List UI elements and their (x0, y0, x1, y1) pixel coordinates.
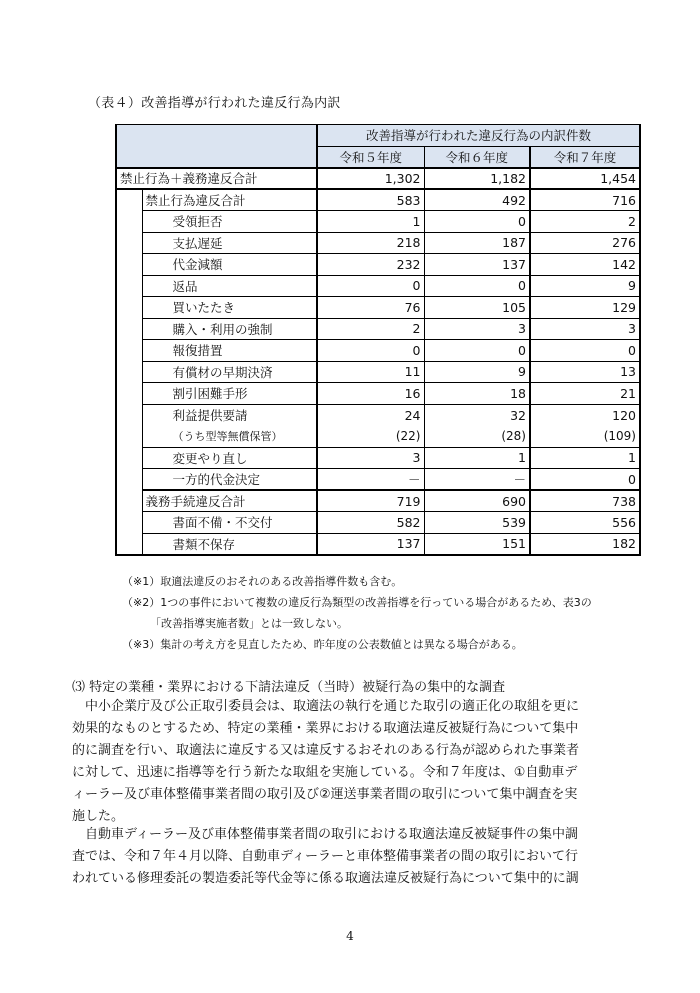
indent-cell (116, 533, 142, 555)
table-row (116, 297, 640, 319)
paragraph-2 (72, 824, 632, 890)
table-notes (122, 571, 592, 655)
cell-value: 0 (530, 469, 640, 491)
table-caption: （表４）改善指導が行われた違反行為内訳 (88, 96, 341, 111)
header-blank-cell (116, 125, 317, 168)
table-row (116, 318, 640, 340)
cell-value: 218 (317, 232, 424, 254)
row-label: 禁止行為＋義務違反合計 (116, 168, 317, 190)
text-line: われている修理委託の製造委託等代金等に係る取適法違反被疑行為について集中的に調 (72, 871, 579, 886)
row-label: 割引困難手形 (142, 383, 317, 405)
row-sub-label: （うち型等無償保管） (142, 426, 317, 448)
table-row-procedural-total (116, 490, 640, 512)
year-header: 令和７年度 (530, 146, 640, 168)
cell-value: 182 (530, 533, 640, 555)
text-line: 効果的なものとするため、特定の業種・業界における取適法違反被疑行為について集中 (72, 721, 579, 736)
cell-value: 0 (424, 211, 530, 233)
table-row (116, 254, 640, 276)
table-row-benefit (116, 404, 640, 426)
cell-value: 3 (317, 447, 424, 469)
table-row-benefit-sub (116, 426, 640, 448)
cell-value: 16 (317, 383, 424, 405)
cell-value: 232 (317, 254, 424, 276)
table-row (116, 469, 640, 491)
row-label: 報復措置 (142, 340, 317, 362)
cell-value: 738 (530, 490, 640, 512)
cell-value: 137 (317, 533, 424, 555)
cell-value: 13 (530, 361, 640, 383)
note-1: （※1）取適法違反のおそれのある改善指導件数も含む。 (122, 575, 403, 588)
cell-value: 719 (317, 490, 424, 512)
cell-value: － (424, 469, 530, 491)
table-row-prohibited-total (116, 189, 640, 211)
cell-value: 3 (530, 318, 640, 340)
row-label: 義務手続違反合計 (142, 490, 317, 512)
row-label: 禁止行為違反合計 (142, 189, 317, 211)
cell-value: 716 (530, 189, 640, 211)
cell-value: 0 (317, 340, 424, 362)
text-line: 自動車ディーラー及び車体整備事業者間の取引における取適法違反被疑事件の集中調 (72, 827, 578, 842)
table-row (116, 512, 640, 534)
text-line: ィーラー及び車体整備事業者間の取引及び②運送事業者間の取引について集中調査を実 (72, 787, 578, 802)
row-label: 受領拒否 (142, 211, 317, 233)
note-2: （※2）1つの事件において複数の違反行為類型の改善指導を行っている場合があるため、表3の (122, 596, 592, 609)
row-label: 一方的代金決定 (142, 469, 317, 491)
cell-value: 142 (530, 254, 640, 276)
cell-value: 582 (317, 512, 424, 534)
cell-value: 1 (424, 447, 530, 469)
cell-value: 2 (317, 318, 424, 340)
cell-value: 583 (317, 189, 424, 211)
cell-value: 0 (424, 340, 530, 362)
row-label: 利益提供要請 (142, 404, 317, 426)
cell-value: 9 (424, 361, 530, 383)
paragraph-1 (72, 696, 632, 828)
cell-value: 0 (317, 275, 424, 297)
note-3: （※3）集計の考え方を見直したため、昨年度の公表数値とは異なる場合がある。 (122, 638, 523, 651)
row-label: 買いたたき (142, 297, 317, 319)
table-header-row-1 (116, 125, 640, 147)
cell-value: 120 (530, 404, 640, 426)
cell-value: 76 (317, 297, 424, 319)
section-heading: ⑶ 特定の業種・業界における下請法違反（当時）被疑行為の集中的な調査 (72, 680, 506, 695)
row-label: 有償材の早期決済 (142, 361, 317, 383)
page-number: 4 (346, 929, 354, 943)
violations-table (115, 124, 641, 556)
table-row (116, 232, 640, 254)
text-line: 的に調査を行い、取適法に違反する又は違反するおそれのある行為が認められた事業者 (72, 743, 580, 758)
header-group: 改善指導が行われた違反行為の内訳件数 (317, 125, 640, 147)
row-label: 支払遅延 (142, 232, 317, 254)
row-label: 変更やり直し (142, 447, 317, 469)
cell-value: 24 (317, 404, 424, 426)
note-2-continued: 「改善指導実施者数」とは一致しない。 (150, 617, 348, 630)
cell-value: 0 (530, 340, 640, 362)
cell-value: 3 (424, 318, 530, 340)
cell-value: 32 (424, 404, 530, 426)
table-row (116, 447, 640, 469)
table-row-total (116, 168, 640, 190)
table-row (116, 533, 640, 555)
cell-value: 276 (530, 232, 640, 254)
cell-value: 492 (424, 189, 530, 211)
cell-sub-value: (22) (317, 426, 424, 448)
year-header: 令和５年度 (317, 146, 424, 168)
cell-value: 539 (424, 512, 530, 534)
cell-value: 9 (530, 275, 640, 297)
cell-sub-value: (109) (530, 426, 640, 448)
cell-value: 18 (424, 383, 530, 405)
cell-value: 690 (424, 490, 530, 512)
table-row (116, 275, 640, 297)
text-line: 査では、令和７年４月以降、自動車ディーラーと車体整備事業者の間の取引において行 (72, 849, 578, 864)
cell-value: 556 (530, 512, 640, 534)
cell-value: 137 (424, 254, 530, 276)
cell-value: 0 (424, 275, 530, 297)
table-row (116, 383, 640, 405)
cell-value: 1 (317, 211, 424, 233)
cell-value: 1,454 (530, 168, 640, 190)
row-label: 購入・利用の強制 (142, 318, 317, 340)
text-line: に対して、迅速に指導等を行う新たな取組を実施している。令和７年度は、①自動車デ (72, 765, 578, 780)
cell-sub-value: (28) (424, 426, 530, 448)
row-label: 返品 (142, 275, 317, 297)
cell-value: 105 (424, 297, 530, 319)
cell-value: 21 (530, 383, 640, 405)
cell-value: 129 (530, 297, 640, 319)
indent-cell (116, 189, 142, 533)
table-row (116, 211, 640, 233)
row-label: 書面不備・不交付 (142, 512, 317, 534)
table-row (116, 361, 640, 383)
cell-value: 2 (530, 211, 640, 233)
cell-value: 1 (530, 447, 640, 469)
cell-value: 1,182 (424, 168, 530, 190)
cell-value: 151 (424, 533, 530, 555)
row-label: 書類不保存 (142, 533, 317, 555)
table-row (116, 340, 640, 362)
text-line: 施した。 (72, 809, 125, 824)
row-label: 代金減額 (142, 254, 317, 276)
text-line: 中小企業庁及び公正取引委員会は、取適法の執行を通じた取引の適正化の取組を更に (72, 699, 580, 714)
cell-value: 187 (424, 232, 530, 254)
cell-value: 1,302 (317, 168, 424, 190)
cell-value: 11 (317, 361, 424, 383)
cell-value: － (317, 469, 424, 491)
year-header: 令和６年度 (424, 146, 530, 168)
